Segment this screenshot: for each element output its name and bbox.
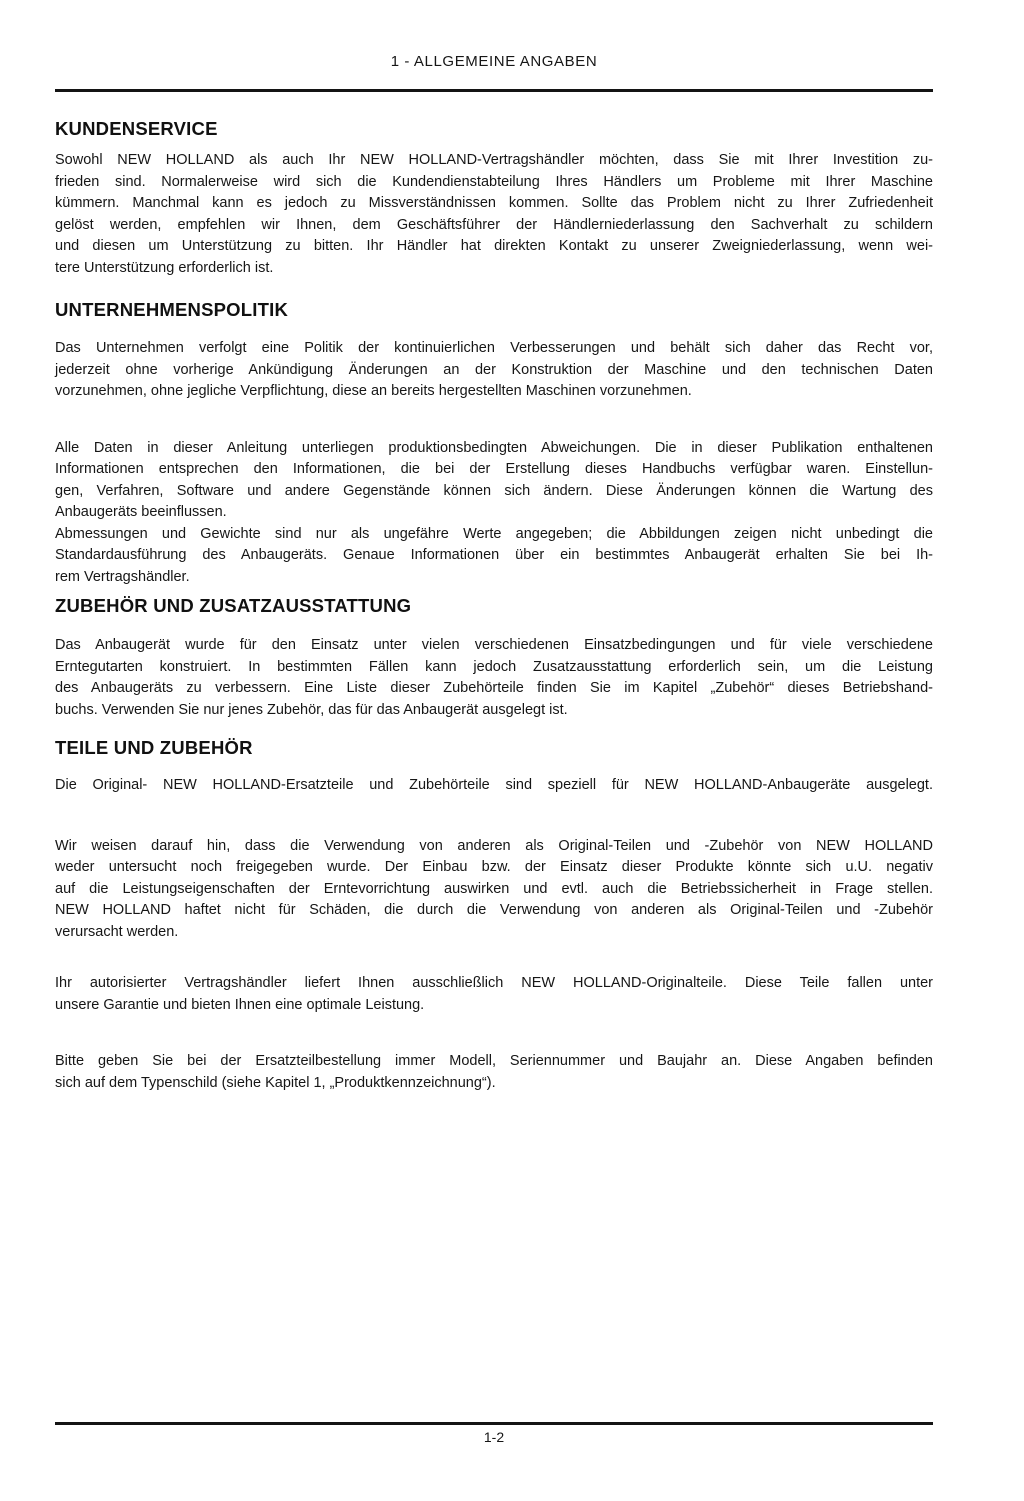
page-number: 1-2 xyxy=(483,1429,505,1445)
text-line: Alle Daten in dieser Anleitung unterliegen produktionsbedingten Abweichungen. Die in dieser Publikation enthaltenen xyxy=(55,439,933,456)
heading-unternehmenspolitik: UNTERNEHMENSPOLITIK xyxy=(55,299,288,320)
header-divider-rule xyxy=(55,89,933,92)
text-line: Die Original- NEW HOLLAND-Ersatzteile und Zubehörteile sind speziell für NEW HOLLAND-Anbaugeräte ausgelegt. xyxy=(55,777,933,793)
text-line: Standardausführung des Anbaugeräts. Genaue Informationen über ein bestimmtes Anbaugerät erhalten Sie bei Ih- xyxy=(55,547,933,563)
text-line: Informationen entsprechen den Informationen, die bei der Erstellung dieses Handbuchs verfügbar waren. Einstellun- xyxy=(55,461,933,477)
para-teile-3 xyxy=(55,973,933,1016)
text-line: tere Unterstützung erforderlich ist. xyxy=(55,259,274,276)
text-line: Erntegutarten konstruiert. In bestimmten Fällen kann jedoch Zusatzausstattung erforderlich sein, um die Leistung xyxy=(55,658,933,675)
text-line: verursacht werden. xyxy=(55,923,179,940)
para-kundenservice-1 xyxy=(55,150,933,279)
text-line: auf die Leistungseigenschaften der Erntevorrichtung auswirken und evtl. auch die Betriebssicherheit in Frage stellen. xyxy=(55,880,933,897)
text-line: Bitte geben Sie bei der Ersatzteilbestellung immer Modell, Seriennummer und Baujahr an. Diese Angaben befinden xyxy=(55,1053,933,1069)
text-line: jederzeit ohne vorherige Ankündigung Änderungen an der Konstruktion der Maschine und den technischen Daten xyxy=(55,361,933,378)
text-line: Sowohl NEW HOLLAND als auch Ihr NEW HOLLAND-Vertragshändler möchten, dass Sie mit Ihrer Investition zu- xyxy=(55,152,933,168)
text-line: Das Anbaugerät wurde für den Einsatz unter vielen verschiedenen Einsatzbedingungen und für viele verschiedene xyxy=(55,637,933,653)
heading-kundenservice: KUNDENSERVICE xyxy=(55,118,218,139)
para-unternehmenspolitik-3 xyxy=(55,524,933,589)
para-teile-1 xyxy=(55,775,933,797)
text-line: frieden sind. Normalerweise wird sich die Kundendienstabteilung Ihres Händlers um Probleme mit Ihrer Maschine xyxy=(55,173,933,190)
text-line: Anbaugeräts beeinflussen. xyxy=(55,504,227,520)
manual-page xyxy=(0,54,1024,1501)
text-line: gen, Verfahren, Software und andere Gegenstände können sich ändern. Diese Änderungen können die Wartung des xyxy=(55,482,933,499)
text-line: gelöst werden, empfehlen wir Ihnen, dem Geschäftsführer der Händlerniederlassung den Sachverhalt zu schildern xyxy=(55,216,933,233)
chapter-header-title: 1 - ALLGEMEINE ANGABEN xyxy=(390,53,598,70)
text-line: Abmessungen und Gewichte sind nur als ungefähre Werte angegeben; die Abbildungen zeigen nicht unbedingt die xyxy=(55,525,933,542)
text-line: kümmern. Manchmal kann es jedoch zu Missverständnissen kommen. Sollte das Problem nicht zu Ihrer Zufriedenheit xyxy=(55,195,933,211)
text-line: Das Unternehmen verfolgt eine Politik der kontinuierlichen Verbesserungen und behält sich daher das Recht vor, xyxy=(55,340,933,356)
page-content xyxy=(55,54,933,1094)
text-line: vorzunehmen, ohne jegliche Verpflichtung, diese an bereits hergestellten Maschinen vorzunehmen. xyxy=(55,383,692,399)
text-line: des Anbaugeräts zu verbessern. Eine Liste dieser Zubehörteile finden Sie im Kapitel „Zubehör“ dieses Betriebshand- xyxy=(55,680,933,696)
text-line: und diesen um Unterstützung zu bitten. Ihr Händler hat direkten Kontakt zu unserer Zweigniederlassung, wenn wei- xyxy=(55,238,933,254)
heading-zubehoer: ZUBEHÖR UND ZUSATZAUSSTATTUNG xyxy=(55,595,412,616)
para-unternehmenspolitik-2 xyxy=(55,438,933,524)
footer-divider-rule xyxy=(55,1422,933,1425)
text-line: Ihr autorisierter Vertragshändler liefert Ihnen ausschließlich NEW HOLLAND-Originalteile. Diese Teile fallen unter xyxy=(55,975,933,991)
text-line: weder untersucht noch freigegeben wurde. Der Einbau bzw. der Einsatz dieser Produkte könnte sich u.U. negativ xyxy=(55,859,933,875)
text-line: unsere Garantie und bieten Ihnen eine optimale Leistung. xyxy=(55,996,425,1013)
text-line: Wir weisen darauf hin, dass die Verwendung von anderen als Original-Teilen und -Zubehör von NEW HOLLAND xyxy=(55,837,933,854)
para-zubehoer-1 xyxy=(55,635,933,721)
text-line: sich auf dem Typenschild (siehe Kapitel 1, „Produktkennzeichnung“). xyxy=(55,1074,496,1091)
text-line: buchs. Verwenden Sie nur jenes Zubehör, das für das Anbaugerät ausgelegt ist. xyxy=(55,701,568,718)
text-line: NEW HOLLAND haftet nicht für Schäden, die durch die Verwendung von anderen als Original-Teilen und -Zubehör xyxy=(55,902,933,918)
page-footer xyxy=(55,1422,933,1446)
para-teile-4 xyxy=(55,1051,933,1094)
para-unternehmenspolitik-1 xyxy=(55,338,933,403)
text-line: rem Vertragshändler. xyxy=(55,568,190,585)
heading-teile: TEILE UND ZUBEHÖR xyxy=(55,737,253,758)
para-teile-2 xyxy=(55,836,933,944)
